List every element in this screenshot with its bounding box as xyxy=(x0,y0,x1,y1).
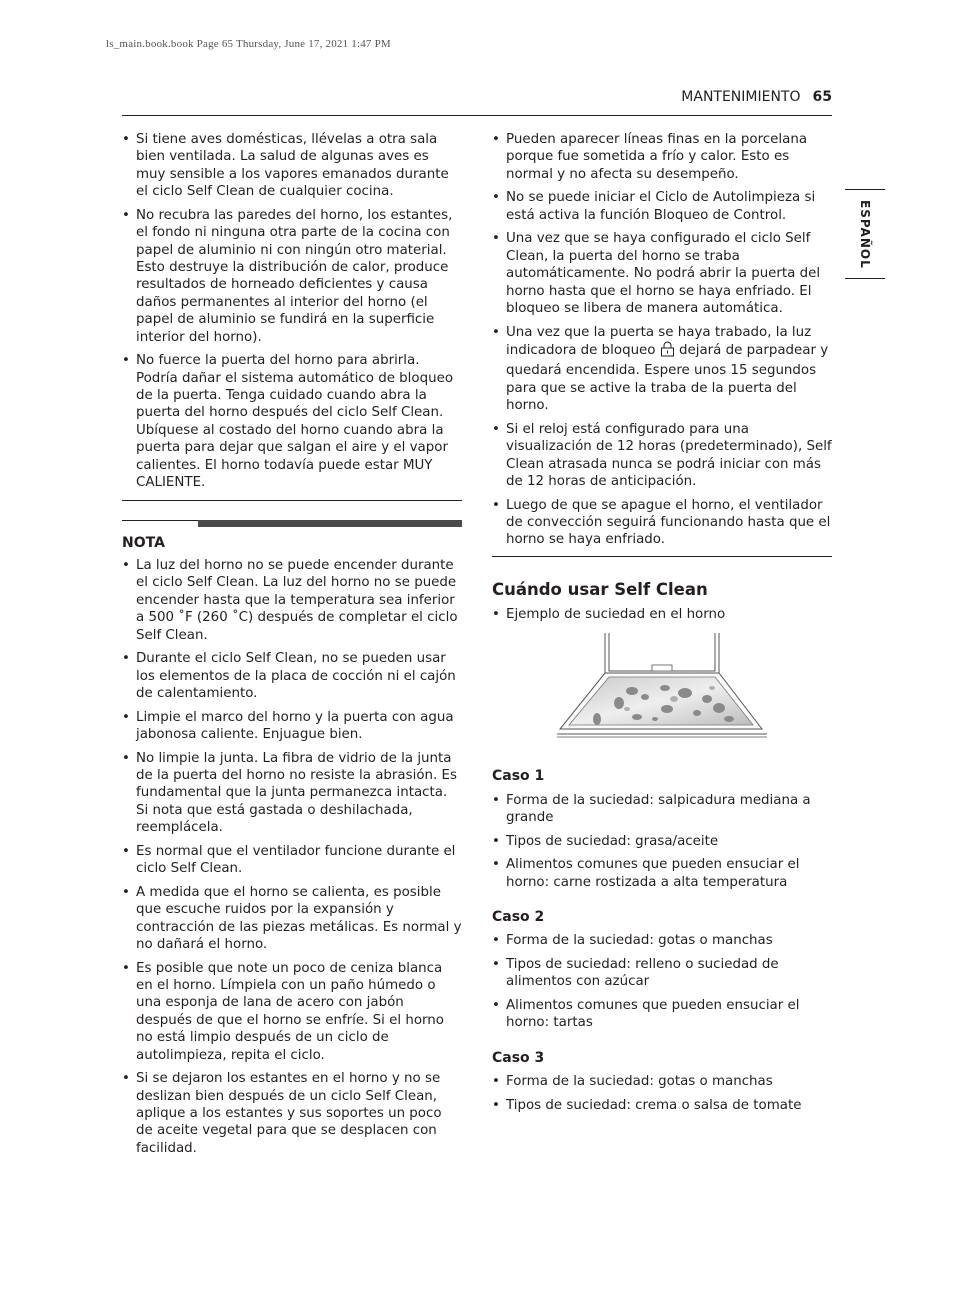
list-item xyxy=(492,324,832,415)
list-item: • Si se dejaron los estantes en el horno y no se deslizan bien después de un ciclo Self Clean, aplique a los estantes y sus soportes un poco de aceite vegetal para que se desplacen con facilidad. xyxy=(122,1070,462,1157)
nota-bar-thick xyxy=(198,520,462,527)
case-title: Caso 2 xyxy=(492,908,545,925)
list-item: • No limpie la junta. La fibra de vidrio de la junta de la puerta del horno no resiste la abrasión. Es fundamental que la junta permanezca intacta. Si nota que está gastada o deshilachada, reemplácela. xyxy=(122,750,462,837)
case-list xyxy=(492,932,832,1031)
header-rule xyxy=(122,115,832,116)
list-item: • Limpie el marco del horno y la puerta con agua jabonosa caliente. Enjuague bien. xyxy=(122,709,462,744)
list-item: • Durante el ciclo Self Clean, no se pueden usar los elementos de la placa de cocción ni el cajón de calentamiento. xyxy=(122,650,462,702)
section-name: MANTENIMIENTO xyxy=(681,89,801,105)
lock-bullet-text-after: dejará de parpadear y quedará encendida. Espere unos 15 segundos para que se active la traba de la puerta del horno. xyxy=(506,343,829,414)
case-2 xyxy=(492,909,832,1032)
list-item: • Pueden aparecer líneas finas en la porcelana porque fue sometida a frío y calor. Esto es normal y no afecta su desempeño. xyxy=(492,131,832,183)
case-title: Caso 1 xyxy=(492,768,545,785)
nota-title: NOTA xyxy=(122,534,165,551)
list-item: • Es normal que el ventilador funcione durante el ciclo Self Clean. xyxy=(122,843,462,878)
page-number: 65 xyxy=(812,89,832,105)
list-item: • Tipos de suciedad: relleno o suciedad de alimentos con azúcar xyxy=(492,956,832,991)
case-title: Caso 3 xyxy=(492,1049,545,1066)
list-item: • No se puede iniciar el Ciclo de Autolimpieza si está activa la función Bloqueo de Control. xyxy=(492,189,832,224)
warning-list xyxy=(122,131,462,492)
oven-cavity-drawing xyxy=(557,633,767,741)
example-list xyxy=(492,606,832,623)
oven-soil-illustration xyxy=(557,633,767,746)
list-item: • Luego de que se apague el horno, el ventilador de convección seguirá funcionando hasta que el horno se haya enfriado. xyxy=(492,497,832,549)
list-item: • Tipos de suciedad: grasa/aceite xyxy=(492,833,832,850)
running-head xyxy=(681,89,832,105)
case-list xyxy=(492,792,832,891)
list-item: • Si el reloj está configurado para una visualización de 12 horas (predeterminado), Self Clean atrasada nunca se podrá iniciar con más de 12 horas de anticipación. xyxy=(492,421,832,491)
case-list xyxy=(492,1073,832,1114)
divider xyxy=(122,500,462,501)
list-item: • Alimentos comunes que pueden ensuciar el horno: carne rostizada a alta temperatura xyxy=(492,856,832,891)
nota-list xyxy=(122,557,462,1157)
list-item: • Si tiene aves domésticas, llévelas a otra sala bien ventilada. La salud de algunas aves es muy sensible a los vapores emanados durante el ciclo Self Clean de cualquier cocina. xyxy=(122,131,462,201)
list-item: • Forma de la suciedad: salpicadura mediana a grande xyxy=(492,792,832,827)
language-tab-label: ESPAÑOL xyxy=(858,199,872,269)
nota-bar xyxy=(122,520,462,529)
list-item: • Forma de la suciedad: gotas o manchas xyxy=(492,1073,832,1090)
list-item: • A medida que el horno se calienta, es posible que escuche ruidos por la expansión y contracción de las piezas metálicas. Es normal y no dañará el horno. xyxy=(122,884,462,954)
list-item: • Alimentos comunes que pueden ensuciar el horno: tartas xyxy=(492,997,832,1032)
nota-bar-thin xyxy=(122,520,198,521)
list-item: • No recubra las paredes del horno, los estantes, el fondo ni ninguna otra parte de la cocina con papel de aluminio ni con ningún otro material. Esto destruye la distribución de calor, produce resultados de horneado deficientes y causa daños permanentes al interior del horno (el papel de aluminio se fundirá en la superficie interior del horno). xyxy=(122,207,462,346)
left-column xyxy=(122,131,462,1163)
right-column xyxy=(492,131,832,1120)
list-item: • Una vez que se haya configurado el ciclo Self Clean, la puerta del horno se traba automáticamente. No podrá abrir la puerta del horno hasta que el horno se haya enfriado. El bloqueo se libera de manera automática. xyxy=(492,230,832,317)
lock-icon xyxy=(660,341,675,362)
list-item: • Ejemplo de suciedad en el horno xyxy=(492,606,832,623)
case-3 xyxy=(492,1050,832,1114)
list-item: • La luz del horno no se puede encender durante el ciclo Self Clean. La luz del horno no se puede encender hasta que la temperatura sea inferior a 500 ˚F (260 ˚C) después de completar el ciclo Self Clean. xyxy=(122,557,462,644)
lock-bullet-text-before: Una vez que la puerta se haya trabado, la luz indicadora de bloqueo xyxy=(506,324,812,359)
list-item: • Forma de la suciedad: gotas o manchas xyxy=(492,932,832,949)
list-item: • No fuerce la puerta del horno para abrirla. Podría dañar el sistema automático de bloqueo de la puerta. Tenga cuidado cuando abra la puerta del horno después del ciclo Self Clean. Ubíquese al costado del horno cuando abra la puerta para dejar que salgan el aire y el vapor calientes. El horno todavía puede estar MUY CALIENTE. xyxy=(122,352,462,491)
divider xyxy=(492,556,832,557)
section-title: Cuándo usar Self Clean xyxy=(492,579,708,599)
notes-list xyxy=(492,131,832,549)
case-1 xyxy=(492,768,832,891)
language-tab xyxy=(845,189,885,279)
file-header: ls_main.book.book Page 65 Thursday, June 17, 2021 1:47 PM xyxy=(106,38,391,50)
list-item: • Es posible que note un poco de ceniza blanca en el horno. Límpiela con un paño húmedo o una esponja de lana de acero con jabón después de que el horno se enfríe. Si el horno no está limpio después de un ciclo de autolimpieza, repita el ciclo. xyxy=(122,960,462,1064)
list-item: • Tipos de suciedad: crema o salsa de tomate xyxy=(492,1097,832,1114)
